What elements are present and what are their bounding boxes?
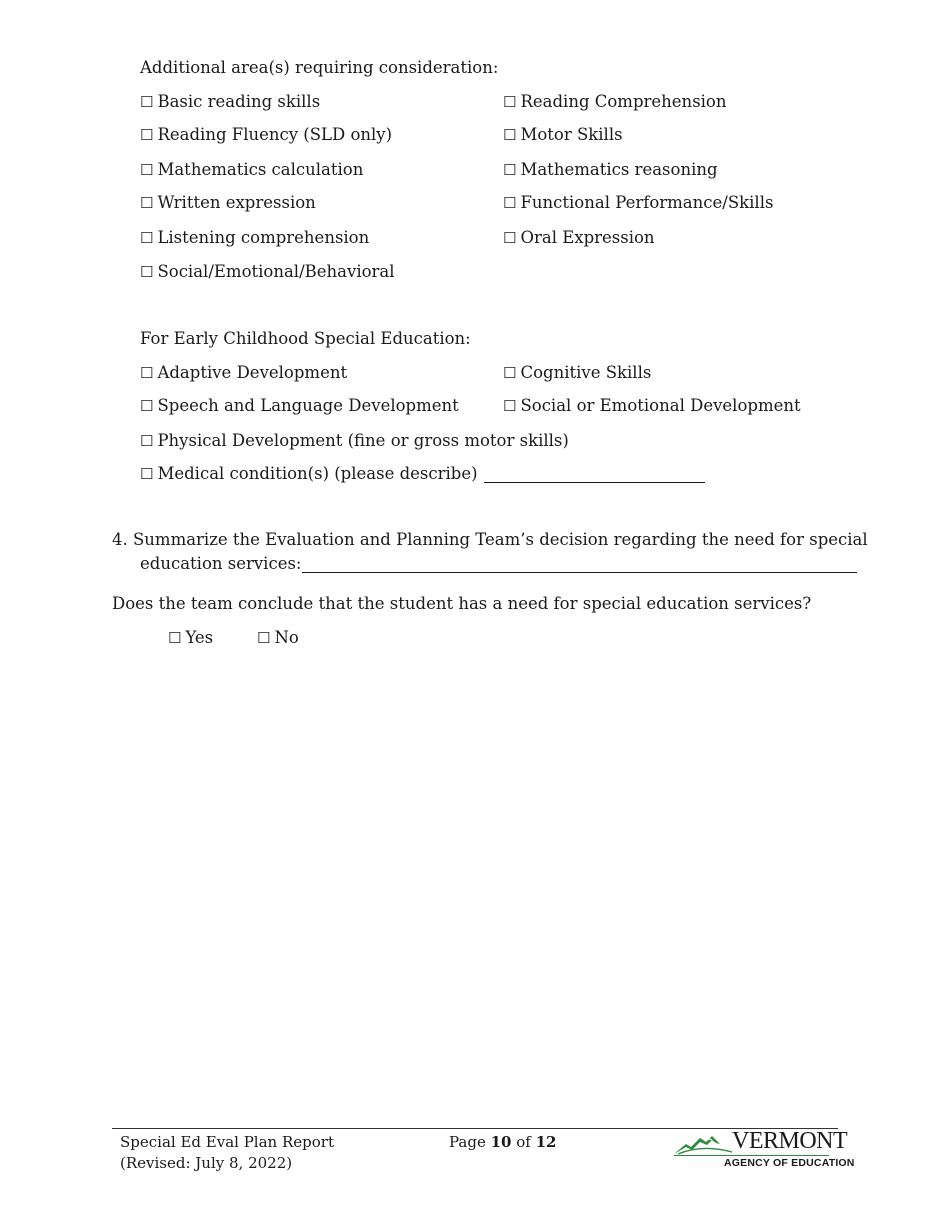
checkbox-icon[interactable]: ☐ (140, 397, 154, 415)
checkbox-label: Medical condition(s) (please describe) (157, 464, 478, 483)
question-4-text: 4. Summarize the Evaluation and Planning Team’s decision regarding the need for special (112, 530, 868, 549)
checkbox-icon[interactable]: ☐ (140, 432, 154, 450)
mountain-icon (672, 1130, 734, 1158)
checkbox-icon[interactable]: ☐ (140, 126, 154, 144)
checkbox-icon[interactable]: ☐ (140, 93, 154, 111)
checkbox-label: Oral Expression (520, 228, 655, 247)
early-childhood-heading: For Early Childhood Special Education: (140, 329, 471, 348)
decision-summary-field[interactable] (302, 556, 857, 573)
checkbox-math-reasoning[interactable] (503, 160, 718, 180)
logo-subtitle: AGENCY OF EDUCATION (724, 1157, 855, 1169)
checkbox-label: Physical Development (fine or gross motor skills) (157, 431, 569, 450)
logo-underline (674, 1155, 829, 1156)
checkbox-label: Reading Comprehension (520, 92, 727, 111)
page-of: of (511, 1133, 536, 1151)
checkbox-medical-condition[interactable] (140, 464, 705, 484)
checkbox-icon[interactable]: ☐ (503, 126, 517, 144)
checkbox-icon[interactable]: ☐ (140, 161, 154, 179)
checkbox-functional-performance[interactable] (503, 193, 773, 213)
checkbox-icon[interactable]: ☐ (140, 364, 154, 382)
question-4-line-2 (140, 554, 857, 574)
logo-wordmark: VERMONT (732, 1128, 848, 1154)
question-4-continuation: education services: (140, 554, 302, 573)
checkbox-social-emotional-development[interactable] (503, 396, 801, 416)
checkbox-icon[interactable]: ☐ (140, 263, 154, 281)
checkbox-label: Cognitive Skills (520, 363, 652, 382)
checkbox-icon[interactable]: ☐ (503, 397, 517, 415)
checkbox-basic-reading[interactable] (140, 92, 320, 112)
checkbox-motor-skills[interactable] (503, 125, 623, 145)
checkbox-written-expression[interactable] (140, 193, 316, 213)
checkbox-social-emotional-behavioral[interactable] (140, 262, 395, 282)
checkbox-icon[interactable]: ☐ (503, 93, 517, 111)
checkbox-icon[interactable]: ☐ (140, 465, 154, 483)
page-total: 12 (535, 1133, 557, 1151)
checkbox-icon[interactable]: ☐ (140, 194, 154, 212)
checkbox-icon[interactable]: ☐ (503, 229, 517, 247)
checkbox-label: Speech and Language Development (157, 396, 459, 415)
checkbox-label: Listening comprehension (157, 228, 370, 247)
yes-label: Yes (185, 628, 214, 647)
checkbox-label: Social/Emotional/Behavioral (157, 262, 395, 281)
checkbox-adaptive-development[interactable] (140, 363, 347, 383)
vermont-aoe-logo (672, 1128, 855, 1172)
checkbox-listening-comprehension[interactable] (140, 228, 369, 248)
page-number (449, 1132, 556, 1153)
additional-areas-heading: Additional area(s) requiring consideration: (140, 58, 499, 77)
checkbox-icon[interactable]: ☐ (503, 364, 517, 382)
footer-revised: (Revised: July 8, 2022) (120, 1154, 293, 1172)
medical-condition-field[interactable] (484, 466, 705, 483)
page-prefix: Page (449, 1133, 491, 1151)
checkbox-icon[interactable]: ☐ (257, 629, 271, 647)
checkbox-math-calculation[interactable] (140, 160, 363, 180)
checkbox-label: Basic reading skills (157, 92, 321, 111)
checkbox-cognitive-skills[interactable] (503, 363, 651, 383)
footer-title: Special Ed Eval Plan Report (120, 1133, 334, 1151)
checkbox-label: Adaptive Development (157, 363, 348, 382)
checkbox-reading-comprehension[interactable] (503, 92, 727, 112)
checkbox-reading-fluency[interactable] (140, 125, 392, 145)
no-option[interactable] (257, 628, 299, 648)
checkbox-label: Functional Performance/Skills (520, 193, 774, 212)
checkbox-icon[interactable]: ☐ (503, 194, 517, 212)
checkbox-label: Mathematics calculation (157, 160, 364, 179)
checkbox-icon[interactable]: ☐ (140, 229, 154, 247)
checkbox-label: Reading Fluency (SLD only) (157, 125, 393, 144)
yes-option[interactable] (168, 628, 213, 648)
page-current: 10 (490, 1133, 512, 1151)
checkbox-label: Social or Emotional Development (520, 396, 801, 415)
no-label: No (274, 628, 299, 647)
checkbox-physical-development[interactable] (140, 431, 569, 451)
checkbox-icon[interactable]: ☐ (168, 629, 182, 647)
checkbox-oral-expression[interactable] (503, 228, 655, 248)
checkbox-icon[interactable]: ☐ (503, 161, 517, 179)
conclusion-question: Does the team conclude that the student has a need for special education services? (112, 594, 812, 613)
checkbox-speech-language[interactable] (140, 396, 459, 416)
checkbox-label: Motor Skills (520, 125, 623, 144)
checkbox-label: Mathematics reasoning (520, 160, 718, 179)
checkbox-label: Written expression (157, 193, 316, 212)
